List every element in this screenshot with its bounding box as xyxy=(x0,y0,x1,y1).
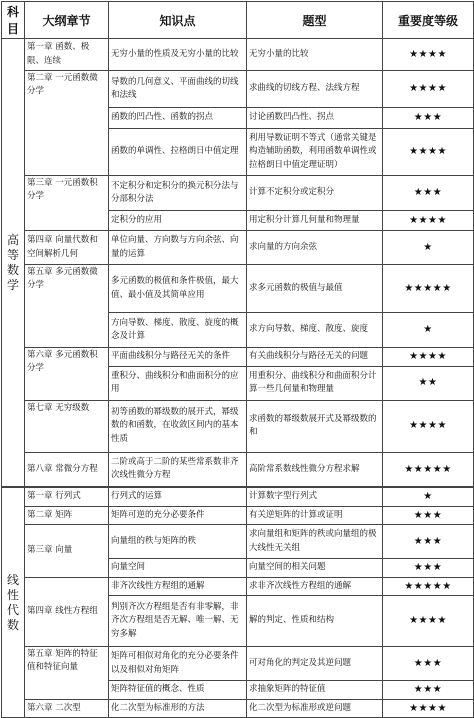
knowledge-point-cell: 平面曲线积分与路径无关的条件 xyxy=(109,348,247,367)
subject-calculus xyxy=(2,39,25,488)
table-row xyxy=(2,265,474,313)
chapter-cell: 第七章 无穷级数 xyxy=(25,400,109,452)
question-type-cell: 计算数字型行列式 xyxy=(247,487,383,506)
importance-stars: ★★★★ xyxy=(383,71,474,108)
chapter-cell: 第四章 线性方程组 xyxy=(25,577,109,647)
table-row xyxy=(2,348,474,367)
table-row xyxy=(2,39,474,71)
importance-stars: ★★★ xyxy=(383,681,474,700)
question-type-cell: 用定积分计算几何量和物理量 xyxy=(247,211,383,231)
question-type-cell: 有关曲线积分与路径无关的问题 xyxy=(247,348,383,367)
header-point: 知识点 xyxy=(109,2,247,39)
subject-char: 性 xyxy=(6,587,19,602)
importance-stars: ★★★ xyxy=(383,525,474,559)
table-row xyxy=(2,506,474,525)
knowledge-point-cell: 判别齐次方程组是否有非零解，非齐次方程组是否无解、唯一解、无穷多解 xyxy=(109,596,247,647)
chapter-cell: 第一章 行列式 xyxy=(25,487,109,506)
syllabus-table xyxy=(1,1,474,718)
knowledge-point-cell: 二阶或高于二阶的某些常系数非齐次线性微分方程 xyxy=(109,452,247,487)
table-row xyxy=(2,176,474,211)
question-type-cell: 无穷小量的比较 xyxy=(247,39,383,71)
knowledge-point-cell: 矩阵可相似对角化的充分必要条件以及相似对角矩阵 xyxy=(109,647,247,681)
importance-stars: ★★★ xyxy=(383,506,474,525)
subject-char: 数 xyxy=(6,617,19,632)
knowledge-point-cell: 初等函数的幂级数的展开式，幂级数的和函数，在收敛区间内的基本性质 xyxy=(109,400,247,452)
importance-stars: ★ xyxy=(383,231,474,265)
table-row xyxy=(2,231,474,265)
knowledge-point-cell: 重积分、曲线积分和曲面积分的应用 xyxy=(109,366,247,400)
knowledge-point-cell: 矩阵可逆的充分必要条件 xyxy=(109,506,247,525)
importance-stars: ★★ xyxy=(383,366,474,400)
question-type-cell: 用重积分、曲线积分和曲面积分计算一些几何量和物理量 xyxy=(247,366,383,400)
question-type-cell: 化二次型为标准形或逆问题 xyxy=(247,699,383,718)
subject-char: 等 xyxy=(6,247,19,262)
subject-char: 数 xyxy=(6,262,19,277)
importance-stars: ★★★★★ xyxy=(383,452,474,487)
question-type-cell: 高阶常系数线性微分方程求解 xyxy=(247,452,383,487)
subject-char: 线 xyxy=(6,572,19,587)
chapter-cell: 第三章 一元函数积分学 xyxy=(25,176,109,231)
importance-stars: ★★★★ xyxy=(383,211,474,231)
question-type-cell: 有关逆矩阵的计算或证明 xyxy=(247,506,383,525)
header-importance: 重要度等级 xyxy=(383,2,474,39)
question-type-cell: 求函数的幂级数展开式及幂级数的和 xyxy=(247,400,383,452)
question-type-cell: 讨论函数凹凸性、拐点 xyxy=(247,108,383,129)
knowledge-point-cell: 函数的单调性、拉格朗日中值定理 xyxy=(109,129,247,176)
table-row xyxy=(2,647,474,681)
question-type-cell: 求方向导数、梯度、散度、旋度 xyxy=(247,313,383,348)
importance-stars: ★★★★ xyxy=(383,348,474,367)
knowledge-point-cell: 单位向量、方向数与方向余弦、向量的运算 xyxy=(109,231,247,265)
question-type-cell: 求抽象矩阵的特征值 xyxy=(247,681,383,700)
knowledge-point-cell: 多元函数的极值和条件极值，最大值、最小值及其简单应用 xyxy=(109,265,247,313)
knowledge-point-cell: 向量空间 xyxy=(109,559,247,578)
chapter-cell: 第五章 矩阵的特征值和特征向量 xyxy=(25,647,109,700)
chapter-cell: 第六章 二次型 xyxy=(25,699,109,718)
importance-stars: ★★★★ xyxy=(383,39,474,71)
question-type-cell: 计算不定积分或定积分 xyxy=(247,176,383,211)
subject-linear-algebra xyxy=(2,487,25,718)
subject-char: 代 xyxy=(6,602,19,617)
chapter-cell: 第二章 一元函数微分学 xyxy=(25,71,109,176)
knowledge-point-cell: 化二次型为标准形的方法 xyxy=(109,699,247,718)
chapter-cell: 第三章 向量 xyxy=(25,525,109,578)
knowledge-point-cell: 非齐次线性方程组的通解 xyxy=(109,577,247,596)
chapter-cell: 第二章 矩阵 xyxy=(25,506,109,525)
knowledge-point-cell: 函数的凹凸性、函数的拐点 xyxy=(109,108,247,129)
knowledge-point-cell: 向量组的秩与矩阵的秩 xyxy=(109,525,247,559)
table-row xyxy=(2,452,474,487)
question-type-cell: 求向量组和矩阵的秩或向量组的极大线性无关组 xyxy=(247,525,383,559)
importance-stars: ★★★★★ xyxy=(383,265,474,313)
header-type: 题型 xyxy=(247,2,383,39)
knowledge-point-cell: 矩阵特征值的概念、性质 xyxy=(109,681,247,700)
question-type-cell: 利用导数证明不等式（通常关键是构造辅助函数，利用函数单调性或拉格朗日中值定理证明） xyxy=(247,129,383,176)
importance-stars: ★★★ xyxy=(383,559,474,578)
importance-stars: ★★★ xyxy=(383,176,474,211)
chapter-cell: 第五章 多元函数微分学 xyxy=(25,265,109,348)
importance-stars: ★★★★ xyxy=(383,129,474,176)
knowledge-point-cell: 定积分的应用 xyxy=(109,211,247,231)
importance-stars: ★★★★ xyxy=(383,596,474,647)
table-row xyxy=(2,525,474,559)
chapter-cell: 第四章 向量代数和空间解析几何 xyxy=(25,231,109,265)
question-type-cell: 向量空间的相关问题 xyxy=(247,559,383,578)
table-row xyxy=(2,577,474,596)
importance-stars: ★ xyxy=(383,313,474,348)
question-type-cell: 求多元函数的极值与最值 xyxy=(247,265,383,313)
question-type-cell: 解的判定、性质和结构 xyxy=(247,596,383,647)
table-row xyxy=(2,699,474,718)
question-type-cell: 求非齐次线性方程组的通解 xyxy=(247,577,383,596)
chapter-cell: 第六章 多元函数积分学 xyxy=(25,348,109,401)
table-row xyxy=(2,487,474,506)
knowledge-point-cell: 导数的几何意义、平面曲线的切线和法线 xyxy=(109,71,247,108)
subject-char: 学 xyxy=(6,277,19,292)
importance-stars: ★★★★ xyxy=(383,400,474,452)
importance-stars: ★ xyxy=(383,487,474,506)
question-type-cell: 求向量的方向余弦 xyxy=(247,231,383,265)
question-type-cell: 求曲线的切线方程、法线方程 xyxy=(247,71,383,108)
table-row xyxy=(2,400,474,452)
importance-stars: ★★★★★ xyxy=(383,577,474,596)
importance-stars: ★★★ xyxy=(383,647,474,681)
header-row xyxy=(2,2,474,39)
importance-stars: ★★★★ xyxy=(383,699,474,718)
knowledge-point-cell: 无穷小量的性质及无穷小量的比较 xyxy=(109,39,247,71)
header-subject: 科目 xyxy=(2,2,25,39)
table-row xyxy=(2,71,474,108)
knowledge-point-cell: 不定积分和定积分的换元积分法与分部积分法 xyxy=(109,176,247,211)
chapter-cell: 第一章 函数、极限、连续 xyxy=(25,39,109,71)
chapter-cell: 第八章 常微分方程 xyxy=(25,452,109,487)
knowledge-point-cell: 行列式的运算 xyxy=(109,487,247,506)
subject-char: 高 xyxy=(6,232,19,247)
question-type-cell: 可对角化的判定及其逆问题 xyxy=(247,647,383,681)
header-chapter: 大纲章节 xyxy=(25,2,109,39)
knowledge-point-cell: 方向导数、梯度、散度、旋度的概念及计算 xyxy=(109,313,247,348)
importance-stars: ★★★ xyxy=(383,108,474,129)
